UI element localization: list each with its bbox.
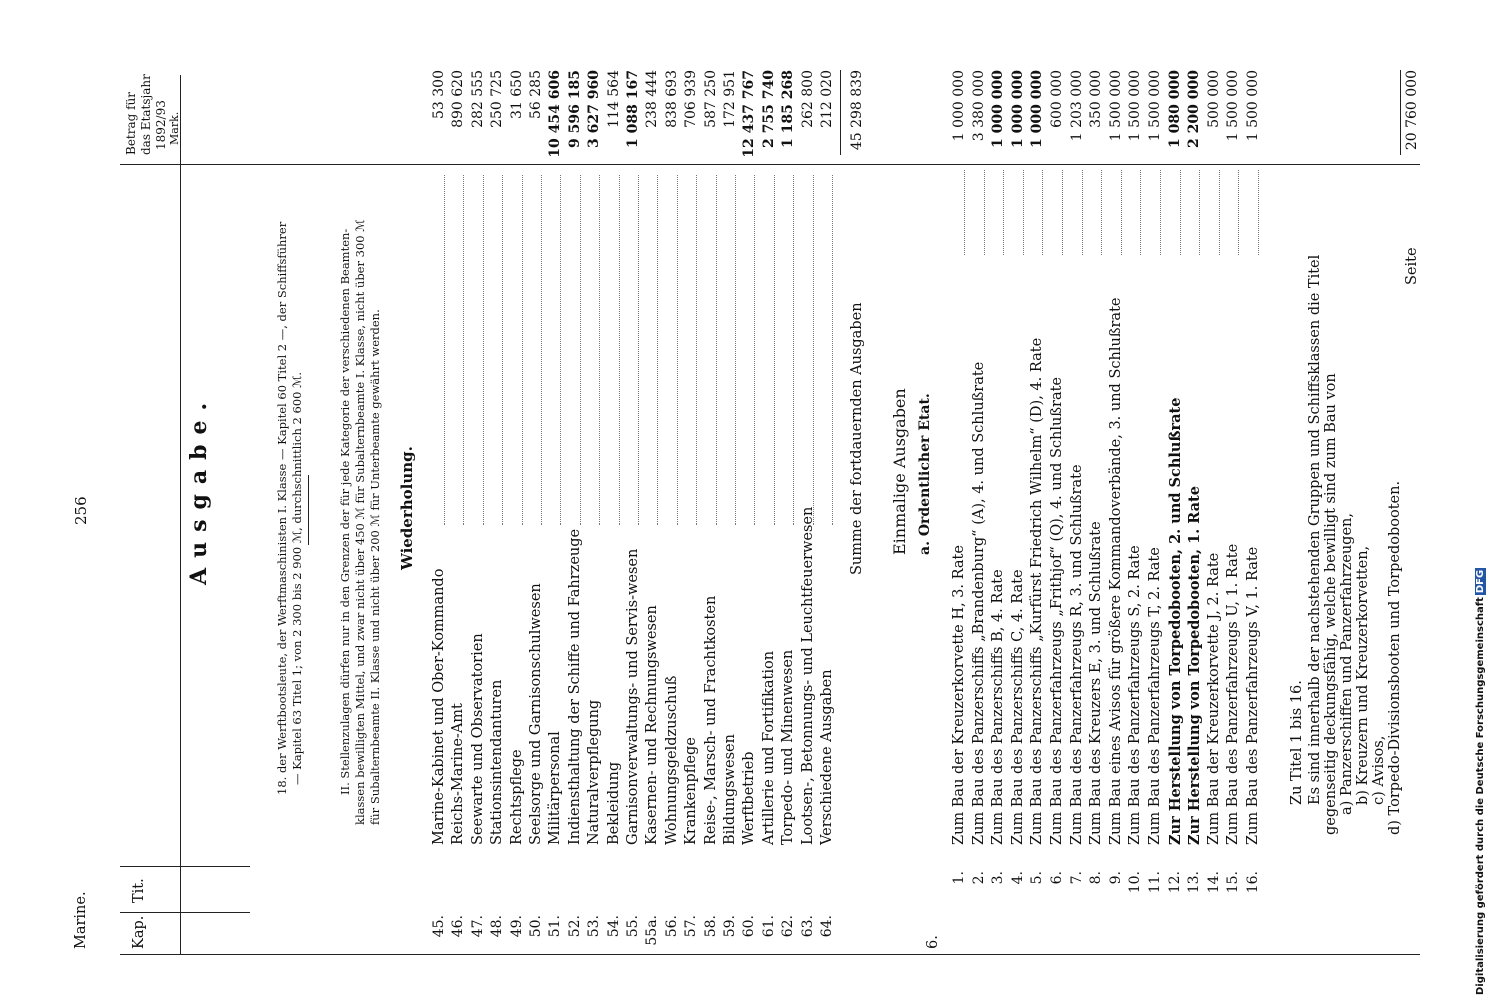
row-label: Rechtspflege: [508, 749, 525, 845]
row-amount: 1 000 000: [1009, 70, 1026, 148]
seite-rule: [1400, 70, 1401, 155]
row-amount: 890 620: [450, 70, 467, 128]
kap-rule: [120, 912, 250, 913]
row-amount: 587 250: [702, 70, 719, 128]
leader-dots: [560, 175, 561, 525]
col-amount-1: Betrag für: [124, 91, 138, 155]
row-label: Zum Bau des Panzerfahrzeugs „Frithjof“ (Q), 4. und Schlußrate: [1049, 376, 1065, 845]
row-label: Zum Bau des Panzerfahrzeugs T, 2. Rate: [1147, 547, 1163, 845]
row-label: Garnisonverwaltungs- und Servis-wesen: [625, 548, 641, 845]
row-amount: 53 300: [431, 70, 447, 119]
row-label: Artillerie und Fortifikation: [760, 650, 777, 845]
leader-dots: [813, 175, 814, 525]
row-amount: 1 000 000: [990, 70, 1007, 148]
row-amount: 1 203 000: [1068, 70, 1085, 142]
tit-number: 6.: [1049, 871, 1065, 885]
dfg-credit-text: Digitalisierung gefördert durch die Deutsche Forschungsgemeinschaft: [1475, 597, 1486, 995]
tit-number: 14.: [1205, 871, 1222, 894]
row-amount: 706 939: [683, 70, 700, 128]
row-amount: 1 080 000: [1166, 70, 1183, 148]
leader-dots: [696, 175, 697, 525]
note-ii-line3: für Subalternbeamte II. Klasse und nicht über 200 ℳ für Unterbeamte gewährt werden.: [368, 309, 382, 825]
leader-dots: [444, 175, 445, 525]
row-amount: 1 500 000: [1107, 70, 1124, 142]
kap-number: 63.: [799, 915, 816, 938]
page-title: Ausgabe.: [186, 392, 212, 585]
leader-dots: [735, 175, 736, 525]
running-head-left: Marine.: [73, 891, 89, 949]
tit-number: 15.: [1225, 871, 1242, 894]
header-rule: [180, 75, 181, 955]
row-label: Verschiedene Ausgaben: [819, 669, 835, 845]
kap-number: 48.: [489, 915, 506, 938]
row-label: Reichs-Marine-Amt: [450, 703, 467, 845]
kap-number: 51.: [547, 915, 564, 938]
leader-dots: [793, 175, 794, 525]
tit-number: 11.: [1147, 871, 1163, 894]
kap-number: 60.: [741, 915, 758, 938]
note-line: Es sind innerhalb der nachstehenden Gruppen und Schiffsklassen die Titel: [1307, 254, 1323, 805]
note-line: d) Torpedo-Divisionsbooten und Torpedobooten.: [1387, 480, 1403, 835]
row-label: Seewarte und Observatorien: [469, 633, 486, 845]
tit-number: 7.: [1068, 871, 1085, 885]
row-label: Bekleidung: [605, 761, 622, 845]
kap-number: 49.: [508, 915, 525, 938]
leader-dots: [1121, 170, 1122, 255]
note-line: a) Panzerschiffen und Panzerfahrzeugen,: [1339, 513, 1355, 815]
dfg-logo: DFG: [1475, 569, 1486, 594]
row-amount: 31 650: [508, 70, 525, 119]
rotated-content: [60, 55, 1420, 955]
col-amount-2: das Etatsjahr: [139, 74, 153, 155]
tit-number: 16.: [1245, 871, 1261, 894]
row-amount: 114 564: [605, 70, 622, 128]
row-amount: 1 088 167: [625, 70, 641, 148]
row-label: Seelsorge und Garnisonschulwesen: [528, 583, 544, 845]
row-amount: 2 200 000: [1186, 70, 1203, 148]
leader-dots: [754, 175, 755, 525]
tit-number: 5.: [1029, 871, 1046, 885]
row-label: Krankenpflege: [683, 737, 700, 845]
tit-number: 2.: [970, 871, 987, 885]
tit-number: 13.: [1186, 871, 1203, 894]
col-tit: Tit.: [131, 878, 147, 903]
leader-dots: [580, 175, 581, 525]
row-label: Militärpersonal: [547, 731, 564, 845]
leader-dots: [483, 175, 484, 525]
row-amount: 1 500 000: [1225, 70, 1242, 142]
tit-number: 12.: [1166, 871, 1183, 894]
leader-dots: [522, 175, 523, 525]
row-label: Zum Bau des Kreuzers E, 3. und Schlußrate: [1088, 521, 1105, 845]
leader-dots: [1199, 170, 1200, 255]
row-amount: 2 755 740: [760, 70, 777, 148]
sum-rule: [840, 70, 841, 155]
row-amount: 212 020: [819, 70, 835, 128]
leader-dots: [1042, 170, 1043, 255]
kap-number: 57.: [683, 915, 700, 938]
row-label: Bildungswesen: [722, 734, 738, 845]
leader-dots: [1140, 170, 1141, 255]
row-label: Zum Bau des Panzerfahrzeugs V, 1. Rate: [1245, 546, 1261, 845]
col-amount-3: 1892/93: [154, 100, 168, 150]
leader-dots: [716, 175, 717, 525]
row-label: Zum Bau des Panzerschiffs B, 4. Rate: [990, 569, 1007, 845]
leader-dots: [1062, 170, 1063, 255]
row-amount: 500 000: [1205, 70, 1222, 128]
kap-number: 55a.: [644, 915, 661, 946]
note-ii-line2: klassen bewilligten Mittel, und zwar nicht über 450 ℳ für Subalternbeamte I. Klasse, nicht über 300 ℳ: [353, 219, 367, 825]
note-title: Zu Titel 1 bis 16.: [1289, 680, 1305, 805]
kap-number: 46.: [450, 915, 467, 938]
leader-dots: [832, 175, 833, 525]
row-label: Zum Bau eines Avisos für größere Kommandoverbände, 3. und Schlußrate: [1107, 297, 1124, 845]
row-amount: 12 437 767: [741, 70, 758, 158]
row-label: Zum Bau des Panzerschiffs C, 4. Rate: [1009, 569, 1026, 845]
note-line: b) Kreuzern und Kreuzerkorvetten,: [1355, 545, 1371, 805]
kap-number: 56.: [663, 915, 680, 938]
note-line: gegenseitig deckungsfähig, welche bewilligt sind zum Bau von: [1323, 373, 1339, 835]
row-amount: 1 000 000: [1029, 70, 1046, 148]
row-amount: 10 454 606: [547, 70, 564, 158]
leader-dots: [1082, 170, 1083, 255]
kap-number: 45.: [431, 915, 447, 938]
leader-dots: [502, 175, 503, 525]
row-label: Zur Herstellung von Torpedobooten, 2. und Schlußrate: [1166, 397, 1184, 845]
sum-amount: 45 298 839: [849, 70, 865, 151]
note-divider: [308, 475, 309, 545]
row-label: Zur Herstellung von Torpedobooten, 1. Rate: [1186, 486, 1204, 845]
leader-dots: [1258, 170, 1259, 255]
col-amount-4: Mark.: [168, 111, 181, 145]
tit-number: 1.: [951, 871, 967, 885]
leader-dots: [1160, 170, 1161, 255]
kap-number: 64.: [819, 915, 835, 938]
leader-dots: [463, 175, 464, 525]
seite-label: Seite: [1404, 247, 1420, 285]
row-amount: 1 500 000: [1245, 70, 1261, 142]
row-label: Stationsintendanturen: [489, 679, 506, 845]
row-amount: 56 285: [528, 70, 544, 119]
row-amount: 1 000 000: [951, 70, 967, 142]
col-kap: Kap.: [131, 915, 147, 949]
sum-label: Summe der fortdauernden Ausgaben: [849, 302, 865, 575]
row-label: Wohnungsgeldzuschuß: [663, 675, 680, 845]
leader-dots: [677, 175, 678, 525]
row-amount: 1 500 000: [1147, 70, 1163, 142]
leader-dots: [774, 175, 775, 525]
row-label: Indiensthaltung der Schiffe und Fahrzeuge: [566, 528, 583, 845]
row-label: Naturalverpflegung: [586, 699, 603, 845]
note-ii-line1: II. Stellenzulagen dürfen nur in den Grenzen der für jede Kategorie der verschiedenen Beamten-: [338, 228, 352, 795]
row-label: Zum Bau des Panzerschiffs „Brandenburg“ (A), 4. und Schlußrate: [970, 361, 987, 845]
leader-dots: [599, 175, 600, 525]
kap-number: 54.: [605, 915, 622, 938]
tit-number: 3.: [990, 871, 1007, 885]
tit-rule: [120, 866, 250, 867]
tit-number: 4.: [1009, 871, 1026, 885]
row-amount: 238 444: [644, 70, 661, 128]
kap-number: 53.: [586, 915, 603, 938]
note-18-line1: 18. der Werftbootsleute, der Werftmaschinisten I. Klasse — Kapitel 60 Titel 2 —, der Schiffsführer: [275, 221, 289, 795]
wiederholung-heading: Wiederholung.: [398, 446, 416, 570]
leader-dots: [1023, 170, 1024, 255]
leader-dots: [1180, 170, 1181, 255]
einmalige-kap: 6.: [925, 935, 941, 949]
kap-number: 59.: [722, 915, 738, 938]
row-amount: 600 000: [1049, 70, 1065, 128]
row-label: Kasernen- und Rechnungswesen: [644, 605, 661, 845]
kap-number: 58.: [702, 915, 719, 938]
tit-number: 8.: [1088, 871, 1105, 885]
row-amount: 3 627 960: [586, 70, 603, 148]
row-label: Zum Bau des Panzerschiffs „Kurfürst Friedrich Wilhelm“ (D), 4. Rate: [1029, 337, 1046, 845]
kap-number: 61.: [760, 915, 777, 938]
row-amount: 282 555: [469, 70, 486, 128]
leader-dots: [1238, 170, 1239, 255]
einmalige-heading: Einmalige Ausgaben: [890, 388, 909, 555]
note-line: c) Avisos,: [1371, 735, 1387, 805]
leader-dots: [1219, 170, 1220, 255]
leader-dots: [638, 175, 639, 525]
row-label: Zum Bau des Panzerfahrzeugs S, 2. Rate: [1127, 545, 1144, 845]
leader-dots: [619, 175, 620, 525]
row-label: Werftbetrieb: [741, 751, 758, 845]
row-label: Zum Bau des Panzerfahrzeugs R, 3. und Schlußrate: [1068, 464, 1085, 845]
row-label: Zum Bau der Kreuzerkorvette H, 3. Rate: [951, 545, 967, 845]
kap-number: 55.: [625, 915, 641, 938]
leader-dots: [984, 170, 985, 255]
row-amount: 250 725: [489, 70, 506, 128]
note-18-line2: — Kapitel 63 Titel 1; von 2 300 bis 2 900 ℳ, durchschnittlich 2 600 ℳ.: [290, 371, 304, 785]
row-amount: 838 693: [663, 70, 680, 128]
page-number: 256: [72, 496, 90, 525]
leader-dots: [1101, 170, 1102, 255]
tit-number: 9.: [1107, 871, 1124, 885]
row-amount: 262 800: [799, 70, 816, 128]
kap-number: 47.: [469, 915, 486, 938]
kap-number: 62.: [780, 915, 797, 938]
row-amount: 1 500 000: [1127, 70, 1144, 142]
row-label: Zum Bau des Panzerfahrzeugs U, 1. Rate: [1225, 543, 1242, 845]
seite-amount: 20 760 000: [1404, 70, 1420, 151]
leader-dots: [657, 175, 658, 525]
row-amount: 3 380 000: [970, 70, 987, 142]
leader-dots: [541, 175, 542, 525]
leader-dots: [964, 170, 965, 255]
kap-number: 50.: [528, 915, 544, 938]
row-amount: 9 596 185: [566, 70, 583, 148]
tit-number: 10.: [1127, 871, 1144, 894]
row-label: Marine-Kabinet und Ober-Kommando: [431, 568, 447, 845]
row-label: Lootsen-, Betonnungs- und Leuchtfeuerwesen: [799, 506, 816, 845]
row-label: Reise-, Marsch- und Frachtkosten: [702, 595, 719, 845]
einmalige-subheading: a. Ordentlicher Etat.: [917, 393, 933, 555]
kap-number: 52.: [566, 915, 583, 938]
row-label: Zum Bau der Kreuzerkorvette J, 2. Rate: [1205, 552, 1222, 845]
leader-dots: [1003, 170, 1004, 255]
row-label: Torpedo- und Minenwesen: [780, 649, 797, 845]
row-amount: 172 951: [722, 70, 738, 128]
row-amount: 1 185 268: [780, 70, 797, 148]
row-amount: 350 000: [1088, 70, 1105, 128]
dfg-credit: [1475, 568, 1486, 995]
